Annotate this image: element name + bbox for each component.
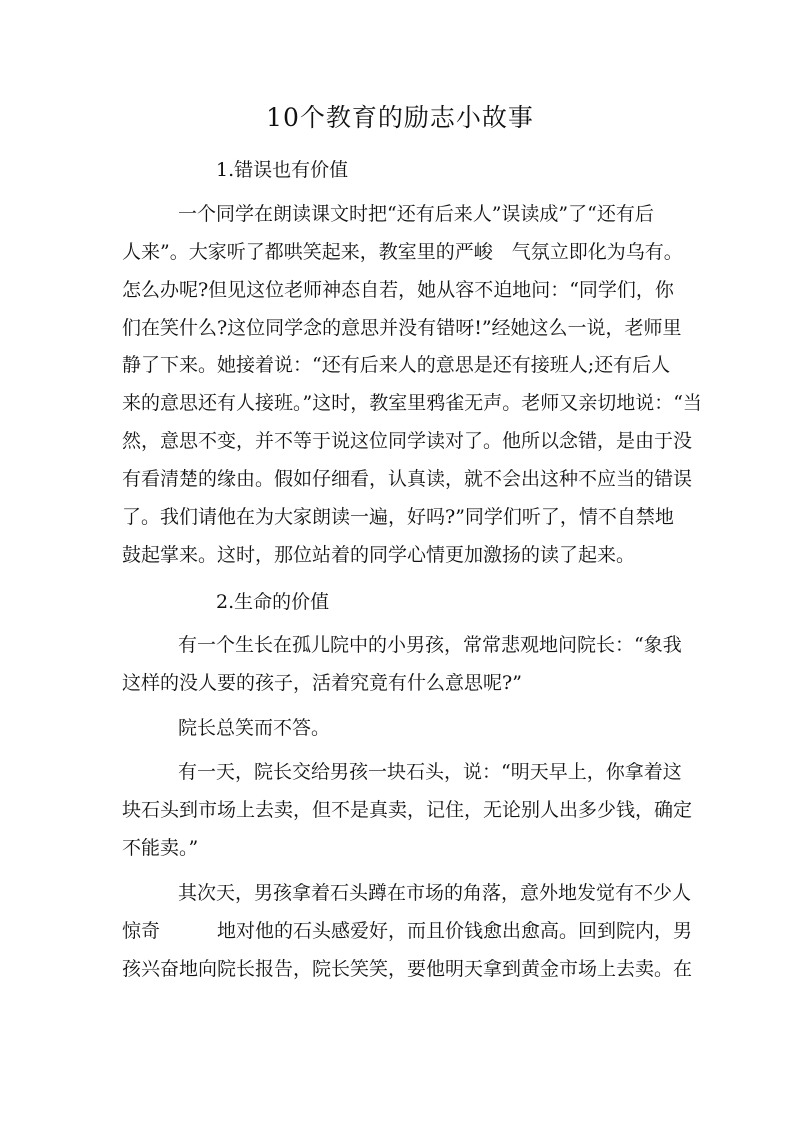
- paragraph-line: 块石头到市场上去卖，但不是真卖，记住，无论别人出多少钱，确定: [122, 799, 693, 821]
- paragraph-line: 怎么办呢?但见这位老师神态自若，她从容不迫地问：“同学们，你: [122, 279, 674, 301]
- section-heading-2: 2.生命的价值: [216, 591, 330, 613]
- paragraph-line: 孩兴奋地向院长报告，院长笑笑，要他明天拿到黄金市场上去卖。在: [122, 958, 693, 980]
- paragraph-line: 然，意思不变，并不等于说这位同学读对了。他所以念错，是由于没: [122, 430, 693, 452]
- paragraph-line: 这样的没人要的孩子，活着究竟有什么意思呢?”: [122, 672, 522, 694]
- document-title: 10个教育的励志小故事: [266, 103, 534, 132]
- paragraph-line: 有一个生长在孤儿院中的小男孩，常常悲观地问院长：“象我: [178, 634, 682, 656]
- paragraph-line: 鼓起掌来。这时，那位站着的同学心情更加激扬的读了起来。: [122, 544, 636, 566]
- paragraph-line: 惊奇 地对他的石头感爱好，而且价钱愈出愈高。回到院内，男: [122, 920, 693, 942]
- paragraph-line: 一个同学在朗读课文时把“还有后来人”误读成”了“还有后: [178, 203, 654, 225]
- paragraph-line: 有一天，院长交给男孩一块石头，说：“明天早上，你拿着这: [178, 761, 682, 783]
- paragraph-line: 来的意思还有人接班。”这时，教室里鸦雀无声。老师又亲切地说：“当: [122, 392, 702, 414]
- section-heading-1: 1.错误也有价值: [216, 159, 349, 181]
- paragraph-line: 院长总笑而不答。: [178, 717, 331, 739]
- paragraph-line: 不能卖。”: [122, 837, 199, 859]
- paragraph-line: 人来”。大家听了都哄笑起来，教室里的严峻 气氛立即化为乌有。: [122, 241, 683, 263]
- paragraph-line: 们在笑什么?这位同学念的意思并没有错呀!”经她这么一说，老师里: [122, 317, 682, 339]
- paragraph-line: 其次天，男孩拿着石头蹲在市场的角落，意外地发觉有不少人: [178, 882, 692, 904]
- paragraph-line: 有看清楚的缘由。假如仔细看，认真读，就不会出这种不应当的错误: [122, 468, 693, 490]
- paragraph-line: 了。我们请他在为大家朗读一遍，好吗?”同学们听了，情不自禁地: [122, 506, 674, 528]
- paragraph-line: 静了下来。她接着说：“还有后来人的意思是还有接班人;还有后人: [122, 354, 671, 376]
